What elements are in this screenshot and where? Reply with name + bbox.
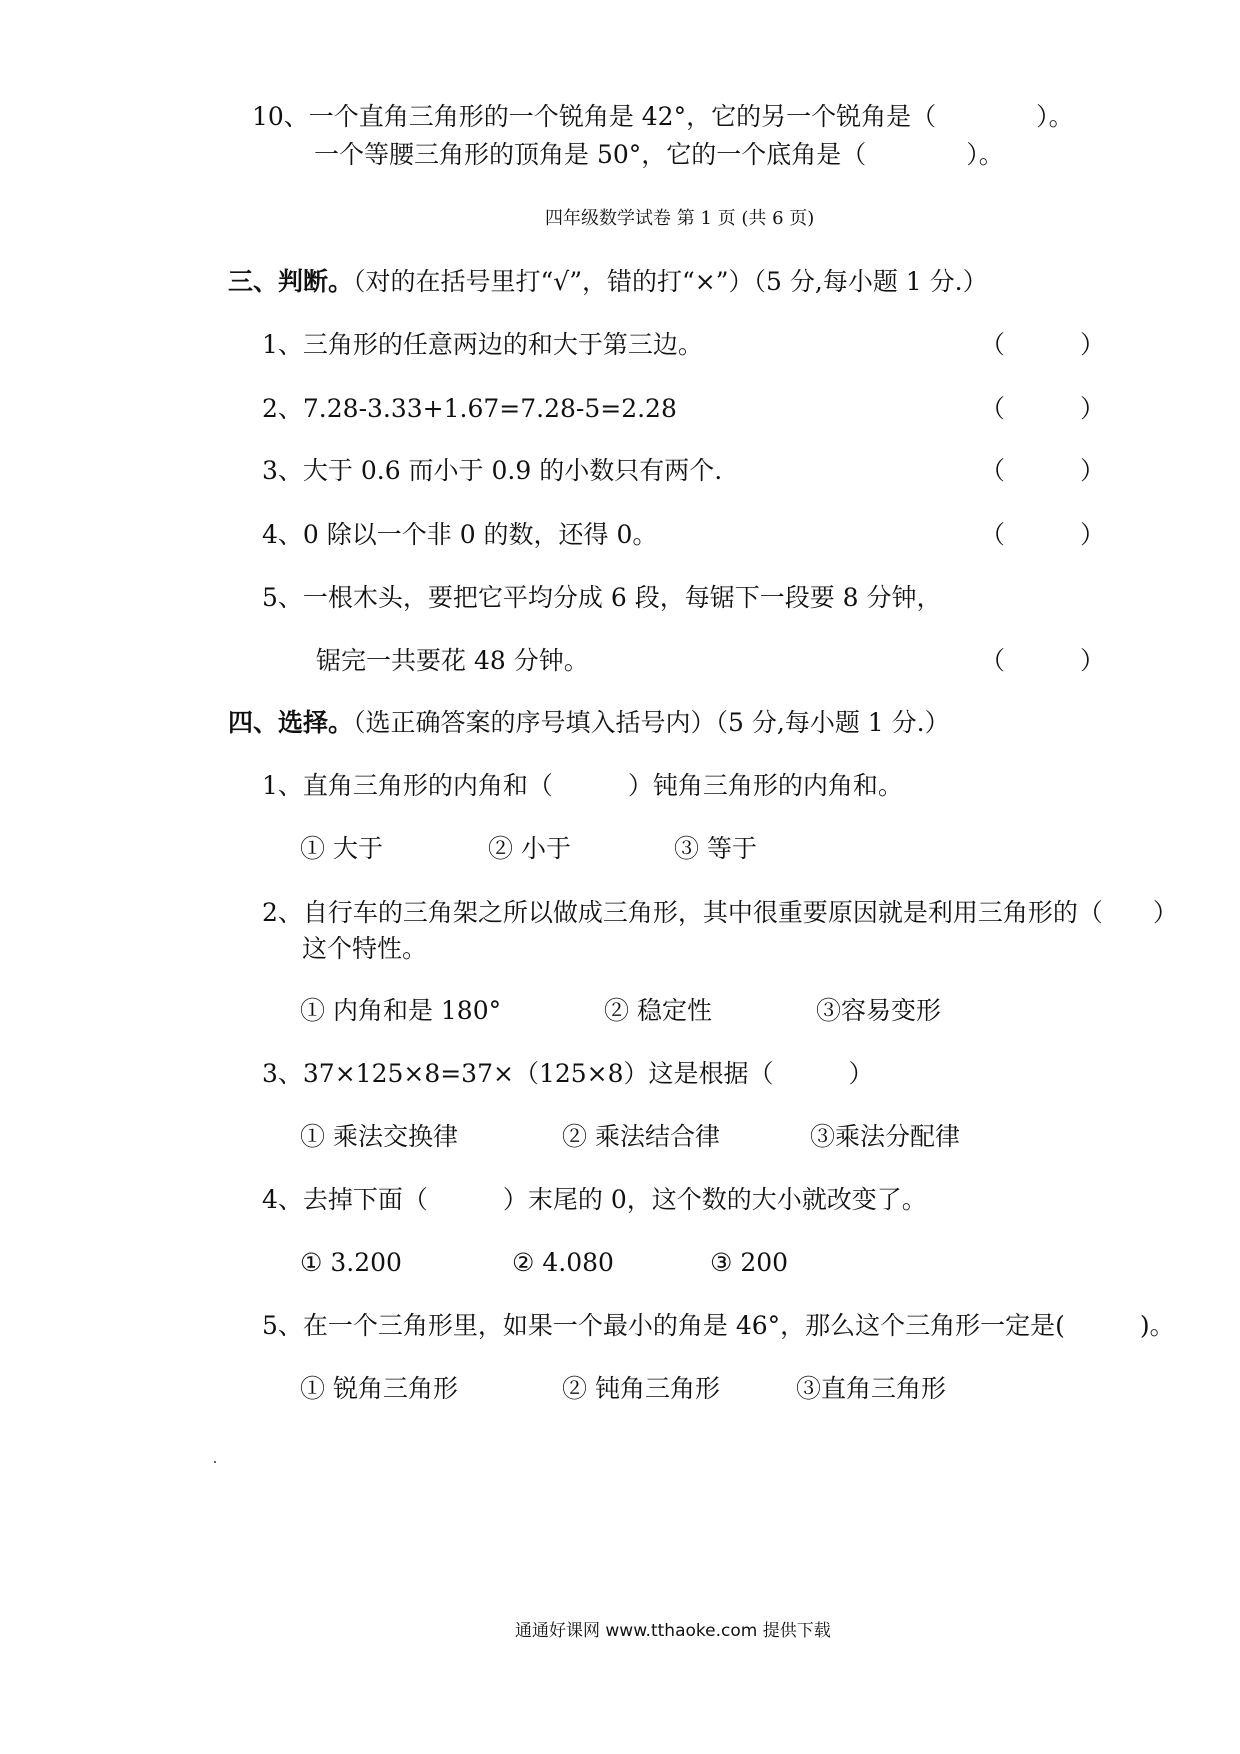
q5-option-3[interactable]: ③直角三角形: [796, 1374, 947, 1403]
section4-heading: [228, 708, 950, 738]
q4-option-3[interactable]: ③ 200: [710, 1248, 789, 1277]
choice-question-2: 2、自行车的三角架之所以做成三角形，其中很重要原因就是利用三角形的（ ）: [262, 898, 1178, 927]
judge-item-5-cont: 锯完一共要花 48 分钟。: [316, 646, 589, 675]
q3-option-3[interactable]: ③乘法分配律: [810, 1122, 961, 1151]
section4-title: 四、选择。: [228, 708, 354, 737]
q1-option-1[interactable]: ① 大于: [300, 834, 383, 863]
q10-line1: 10、一个直角三角形的一个锐角是 42°，它的另一个锐角是（ ）。: [252, 102, 1074, 131]
site-footer: 通通好课网 www.tthaoke.com 提供下载: [515, 1621, 831, 1641]
judge-item-3: 3、大于 0.6 而小于 0.9 的小数只有两个.: [262, 456, 723, 485]
judge-item-4: 4、0 除以一个非 0 的数，还得 0。: [262, 520, 658, 549]
choice-question-5: 5、在一个三角形里，如果一个最小的角是 46°，那么这个三角形一定是( )。: [262, 1311, 1175, 1340]
judge-item-1: 1、三角形的任意两边的和大于第三边。: [262, 330, 703, 359]
judge-bracket-5[interactable]: （ ）: [980, 646, 1106, 675]
section3-desc: （对的在括号里打“√”，错的打“×”）（5 分,每小题 1 分.）: [353, 267, 988, 296]
q5-option-1[interactable]: ① 锐角三角形: [300, 1374, 458, 1403]
judge-item-5: 5、一根木头，要把它平均分成 6 段，每锯下一段要 8 分钟，: [262, 583, 942, 612]
judge-bracket-4[interactable]: （ ）: [980, 520, 1106, 549]
choice-question-2-cont: 这个特性。: [302, 934, 428, 963]
q4-option-1[interactable]: ① 3.200: [300, 1248, 402, 1277]
q2-option-3[interactable]: ③容易变形: [816, 996, 942, 1025]
choice-question-1: 1、直角三角形的内角和（ ）钝角三角形的内角和。: [262, 771, 903, 800]
section3-heading: [228, 267, 988, 297]
q1-option-3[interactable]: ③ 等于: [674, 834, 757, 863]
scan-speck: [214, 1461, 216, 1463]
judge-item-2: 2、7.28-3.33+1.67=7.28-5=2.28: [262, 394, 677, 423]
q5-option-2[interactable]: ② 钝角三角形: [562, 1374, 720, 1403]
section4-desc: （选正确答案的序号填入括号内）（5 分,每小题 1 分.）: [353, 708, 950, 737]
q4-option-2[interactable]: ② 4.080: [512, 1248, 614, 1277]
q2-option-1[interactable]: ① 内角和是 180°: [300, 996, 502, 1025]
q2-option-2[interactable]: ② 稳定性: [604, 996, 712, 1025]
section3-title: 三、判断。: [228, 267, 354, 296]
judge-bracket-1[interactable]: （ ）: [980, 330, 1106, 359]
q10-line2: 一个等腰三角形的顶角是 50°，它的一个底角是（ ）。: [314, 140, 1004, 169]
judge-bracket-2[interactable]: （ ）: [980, 394, 1106, 423]
choice-question-3: 3、37×125×8=37×（125×8）这是根据（ ）: [262, 1059, 874, 1088]
q3-option-1[interactable]: ① 乘法交换律: [300, 1122, 458, 1151]
page-number-footer: 四年级数学试卷 第 1 页 (共 6 页): [545, 208, 815, 229]
q3-option-2[interactable]: ② 乘法结合律: [562, 1122, 720, 1151]
choice-question-4: 4、去掉下面（ ）末尾的 0，这个数的大小就改变了。: [262, 1185, 927, 1214]
q1-option-2[interactable]: ② 小于: [488, 834, 571, 863]
judge-bracket-3[interactable]: （ ）: [980, 456, 1106, 485]
